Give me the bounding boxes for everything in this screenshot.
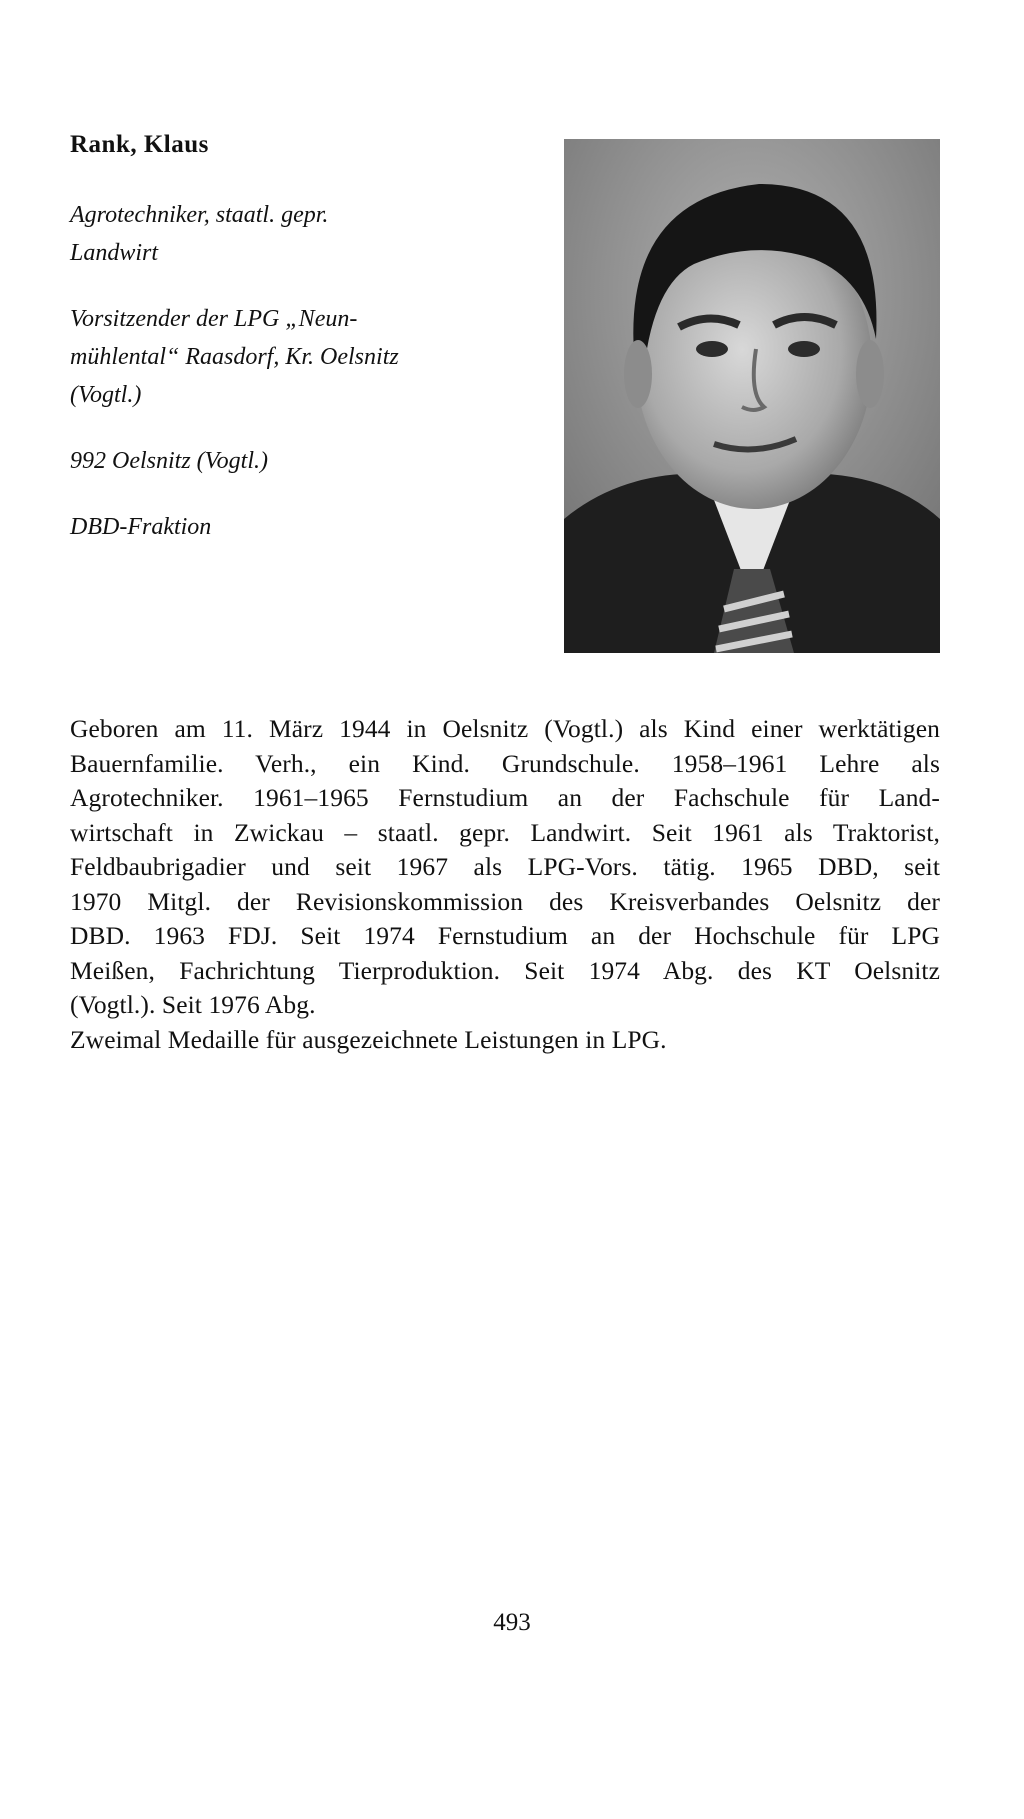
position-line: (Vogtl.) <box>70 382 142 408</box>
biography-line: (Vogtl.). Seit 1976 Abg. <box>70 990 316 1019</box>
address-line: 992 Oelsnitz (Vogtl.) <box>70 448 268 474</box>
position <box>70 300 470 414</box>
position-line: mühlental“ Raasdorf, Kr. Oelsnitz <box>70 344 399 370</box>
faction <box>70 508 470 546</box>
biography-closing: Zweimal Medaille für ausgezeichnete Leistungen in LPG. <box>70 1024 667 1054</box>
faction-line: DBD-Fraktion <box>70 514 212 540</box>
portrait-photo <box>564 139 940 653</box>
person-name: Rank, Klaus <box>70 131 209 158</box>
page-number: 493 <box>493 1609 531 1636</box>
biography <box>70 712 940 1057</box>
profession-line: Landwirt <box>70 240 159 266</box>
biography-line: 1970 Mitgl. der Revisionskommission des Kreisverbandes Oelsnitz der <box>70 886 940 916</box>
biography-line: wirtschaft in Zwickau – staatl. gepr. Landwirt. Seit 1961 als Traktorist, <box>70 817 940 847</box>
profession <box>70 196 470 272</box>
profession-line: Agrotechniker, staatl. gepr. <box>70 202 329 228</box>
biography-line: Geboren am 11. März 1944 in Oelsnitz (Vogtl.) als Kind einer werktätigen <box>70 714 940 743</box>
biography-line: Bauernfamilie. Verh., ein Kind. Grundschule. 1958–1961 Lehre als <box>70 748 940 778</box>
profile-details <box>70 196 470 574</box>
biography-line: Agrotechniker. 1961–1965 Fernstudium an der Fachschule für Land- <box>70 783 940 812</box>
biography-line: DBD. 1963 FDJ. Seit 1974 Fernstudium an der Hochschule für LPG <box>70 921 940 950</box>
biography-line: Feldbaubrigadier und seit 1967 als LPG-Vors. tätig. 1965 DBD, seit <box>70 852 940 881</box>
biography-line: Meißen, Fachrichtung Tierproduktion. Seit 1974 Abg. des KT Oelsnitz <box>70 955 940 985</box>
portrait-illustration <box>564 139 940 653</box>
address <box>70 442 470 480</box>
position-line: Vorsitzender der LPG „Neun- <box>70 306 358 332</box>
